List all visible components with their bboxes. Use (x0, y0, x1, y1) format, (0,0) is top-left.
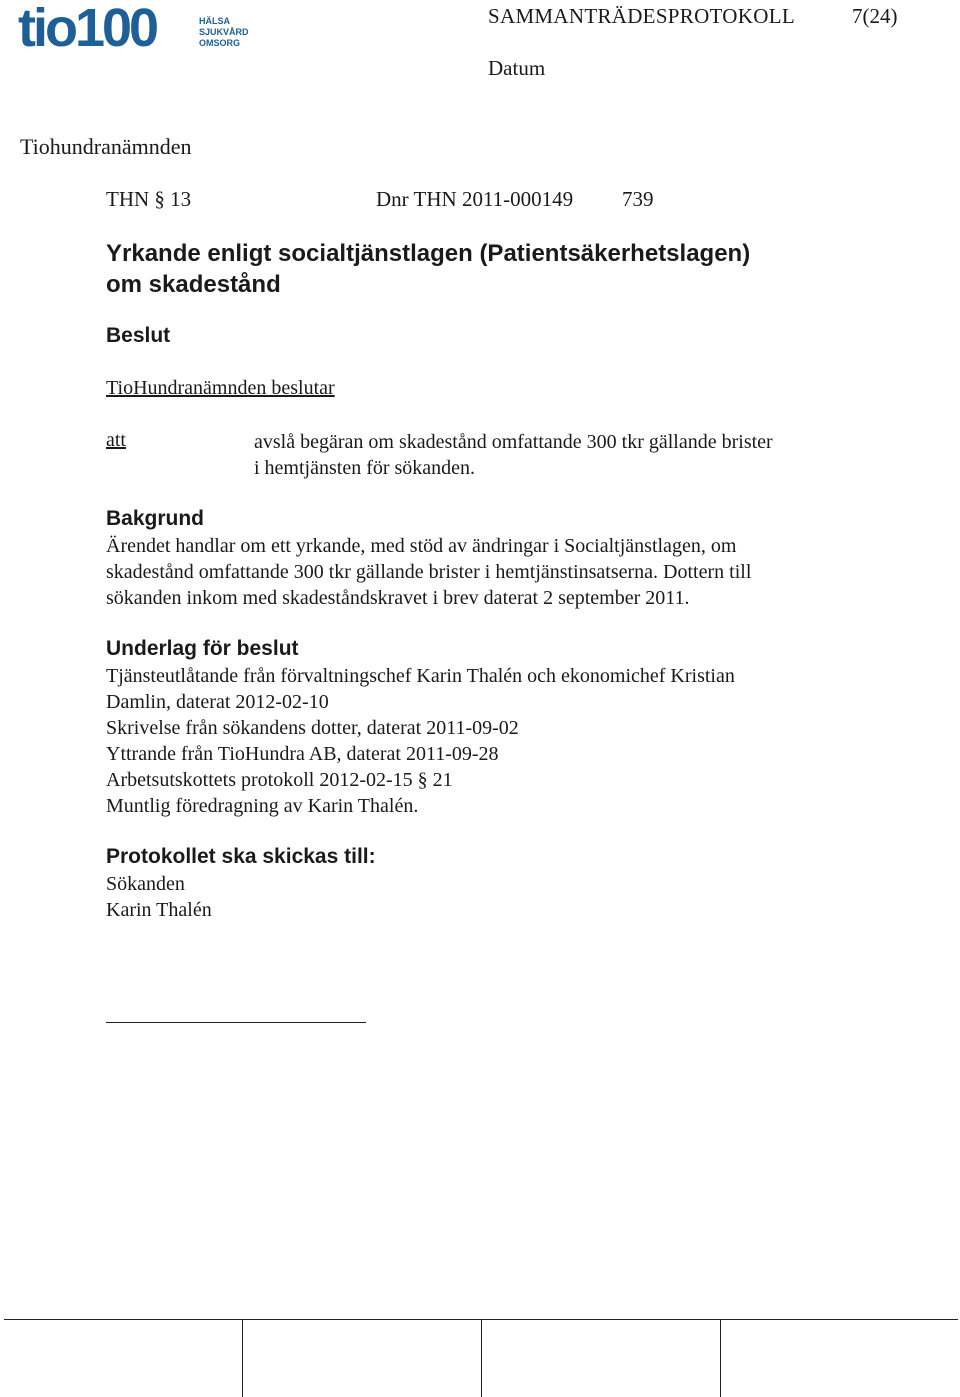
decides-label: TioHundranämnden beslutar (106, 377, 335, 399)
page-number: 7(24) (852, 4, 898, 28)
decision-heading: Beslut (106, 324, 171, 347)
footer-divider (242, 1320, 243, 1397)
basis-line: Damlin, daterat 2012-02-10 (106, 691, 329, 713)
signature-line (106, 1022, 366, 1023)
basis-line: Yttrande från TioHundra AB, daterat 2011-09-28 (106, 743, 499, 765)
tio100-logo (18, 0, 250, 58)
case-paragraph: THN § 13 (106, 187, 192, 211)
att-label: att (106, 429, 126, 451)
case-dnr: Dnr THN 2011-000149 (376, 187, 574, 211)
distribution-recipient: Karin Thalén (106, 899, 212, 921)
committee-name: Tiohundranämnden (20, 134, 192, 159)
distribution-heading: Protokollet ska skickas till: (106, 845, 376, 868)
page-title (106, 238, 866, 300)
basis-line: Skrivelse från sökandens dotter, daterat 2011-09-02 (106, 717, 519, 739)
decision-line: i hemtjänsten för sökanden. (254, 457, 476, 479)
date-label: Datum (488, 56, 546, 80)
background-line: skadestånd omfattande 300 tkr gällande brister i hemtjänstinsatserna. Dottern till (106, 561, 752, 583)
logo-tagline-line: HÄLSA (199, 16, 230, 26)
background-line: Ärendet handlar om ett yrkande, med stöd av ändringar i Socialtjänstlagen, om (106, 535, 737, 557)
basis-heading: Underlag för beslut (106, 637, 299, 660)
logo-wordmark: tio100 (18, 0, 157, 58)
page-title-line: Yrkande enligt socialtjänstlagen (Patientsäkerhetslagen) (106, 240, 751, 267)
logo-tagline-line: OMSORG (199, 38, 241, 48)
basis-line: Tjänsteutlåtande från förvaltningschef Karin Thalén och ekonomichef Kristian (106, 665, 735, 687)
logo-tagline-line: SJUKVÅRD (199, 27, 249, 37)
document-type: SAMMANTRÄDESPROTOKOLL (488, 4, 795, 28)
footer-divider (720, 1320, 721, 1397)
page-title-line: om skadestånd (106, 271, 281, 298)
background-line: sökanden inkom med skadeståndskravet i brev daterat 2 september 2011. (106, 587, 690, 609)
basis-line: Arbetsutskottets protokoll 2012-02-15 § 21 (106, 769, 453, 791)
basis-line: Muntlig föredragning av Karin Thalén. (106, 795, 419, 817)
case-number: 739 (622, 187, 654, 211)
footer-divider (481, 1320, 482, 1397)
decision-line: avslå begäran om skadestånd omfattande 300 tkr gällande brister (254, 431, 773, 453)
decision-text (254, 429, 773, 481)
logo-tagline (199, 16, 249, 49)
distribution-recipient: Sökanden (106, 873, 185, 895)
background-heading: Bakgrund (106, 507, 205, 530)
